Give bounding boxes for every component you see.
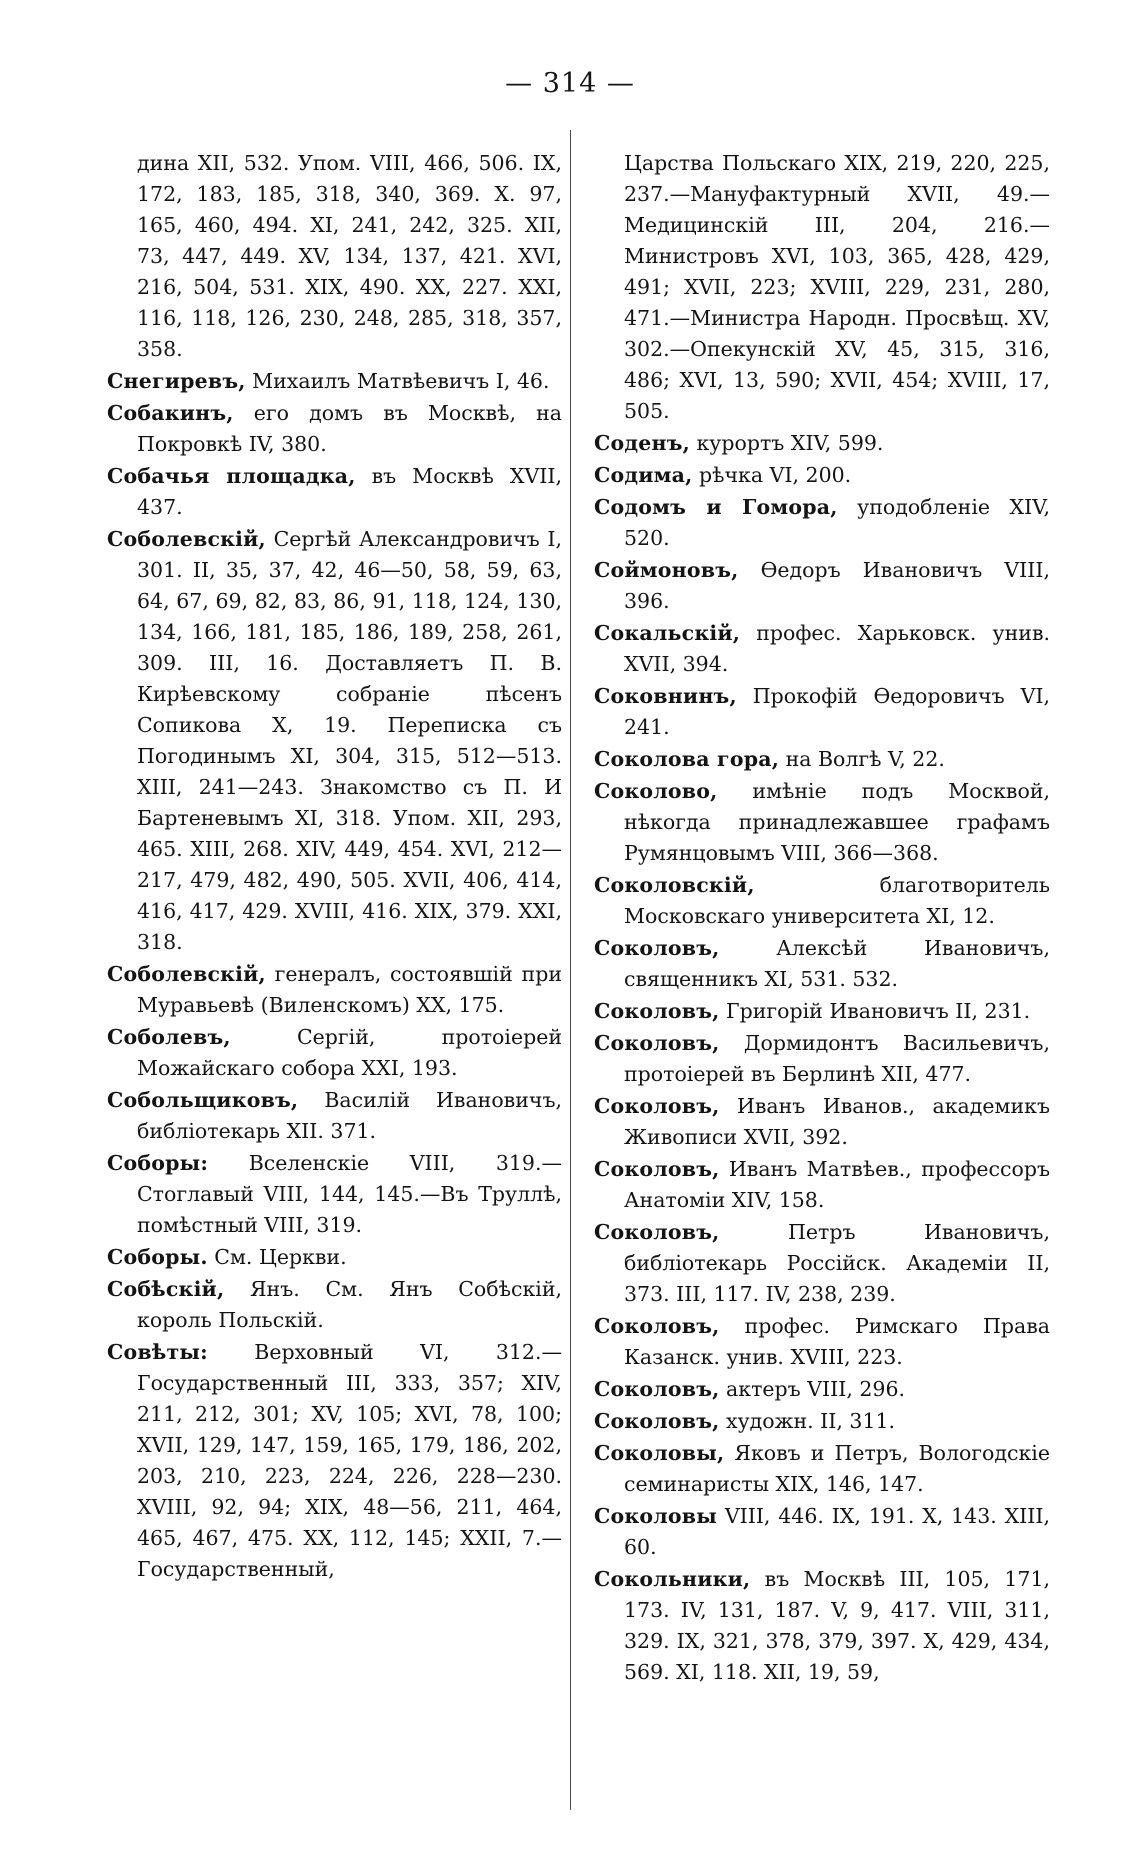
index-entry <box>107 524 562 958</box>
entry-text: Григорій Ивановичъ II, 231. <box>719 999 1031 1023</box>
entry-heading: Соколовъ, <box>594 1220 720 1244</box>
entry-text: на Волгѣ V, 22. <box>779 747 945 771</box>
index-entry <box>594 618 1050 680</box>
index-entry <box>107 1148 562 1241</box>
entry-text: Василій Ивановичъ, библіотекарь XII. 371. <box>137 1088 562 1143</box>
index-entry <box>594 1438 1050 1500</box>
index-entry <box>594 744 1050 775</box>
entry-text: Иванъ Иванов., академикъ Живописи XVII, 392. <box>624 1094 1050 1149</box>
entry-heading: Соборы: <box>107 1151 209 1175</box>
index-entry <box>594 1154 1050 1216</box>
entry-heading: Собачья площадка, <box>107 464 356 488</box>
entry-heading: Соборы. <box>107 1245 208 1269</box>
index-entry <box>594 1311 1050 1373</box>
entry-heading: Сокальскій, <box>594 621 741 645</box>
index-entry <box>107 461 562 523</box>
entry-text: Яковъ и Петръ, Вологодскіе семинаристы XIX, 146, 147. <box>624 1441 1050 1496</box>
entry-text: Царства Польскаго XIX, 219, 220, 225, 237.—Мануфактурный XVII, 49.—Медицинскій III, 204, 216.—Министровъ XVI, 103, 365, 428, 429, 491; XVII, 223; XVIII, 229, 231, 280, 471.—Министра Народн. Просвѣщ. XV, 302.—Опекунскій XV, 45, 315, 316, 486; XVI, 13, 590; XVII, 454; XVIII, 17, 505. <box>624 151 1050 423</box>
entry-heading: Соколово, <box>594 779 718 803</box>
entry-text: Прокофій Ѳедоровичъ VI, 241. <box>624 684 1050 739</box>
entry-text: Сергѣй Александровичъ I, 301. II, 35, 37, 42, 46—50, 58, 59, 63, 64, 67, 69, 82, 83, 86, 91, 118, 124, 130, 134, 166, 181, 185, 186, 189, 258, 261, 309. III, 16. Доставляетъ П. В. Кирѣевскому собраніе пѣсенъ Сопикова X, 19. Переписка съ Погодинымъ XI, 304, 315, 512—513. XIII, 241—243. Знакомство съ П. И Бартеневымъ XI, 318. Упом. XII, 293, 465. XIII, 268. XIV, 449, 454. XVI, 212—217, 479, 482, 490, 505. XVII, 406, 414, 416, 417, 429. XVIII, 416. XIX, 379. XXI, 318. <box>137 527 562 954</box>
entry-text: уподобленіе XIV, 520. <box>624 495 1050 550</box>
entry-text: профес. Харьковск. унив. XVII, 394. <box>624 621 1050 676</box>
entry-text: Михаилъ Матвѣевичъ I, 46. <box>245 369 550 393</box>
entry-heading: Содима, <box>594 463 693 487</box>
index-entry <box>594 1217 1050 1310</box>
index-entry <box>594 460 1050 491</box>
entry-text: профес. Римскаго Права Казанск. унив. XVIII, 223. <box>624 1314 1050 1369</box>
entry-heading: Соколовъ, <box>594 936 720 960</box>
index-entry <box>594 492 1050 554</box>
index-entry <box>594 1374 1050 1405</box>
index-entry <box>594 996 1050 1027</box>
entry-heading: Соковнинъ, <box>594 684 737 708</box>
entry-text: генералъ, состоявшій при Муравьевѣ (Виленскомъ) XX, 175. <box>137 962 562 1017</box>
index-entry <box>594 776 1050 869</box>
entry-text: въ Москвѣ III, 105, 171, 173. IV, 131, 187. V, 9, 417. VIII, 311, 329. IX, 321, 378, 379, 397. X, 429, 434, 569. XI, 118. XII, 19, 59, <box>624 1567 1050 1684</box>
entry-heading: Содомъ и Гомора, <box>594 495 838 519</box>
entry-text: благотворитель Московскаго университета XI, 12. <box>624 873 1050 928</box>
entry-text: дина XII, 532. Упом. VIII, 466, 506. IX, 172, 183, 185, 318, 340, 369. X. 97, 165, 460, 494. XI, 241, 242, 325. XII, 73, 447, 449. XV, 134, 137, 421. XVI, 216, 504, 531. XIX, 490. XX, 227. XXI, 116, 118, 126, 230, 248, 285, 318, 357, 358. <box>137 151 562 361</box>
index-entry <box>594 870 1050 932</box>
index-entry <box>107 1022 562 1084</box>
entry-text: Дормидонтъ Васильевичъ, протоіерей въ Берлинѣ XII, 477. <box>624 1031 1050 1086</box>
entry-heading: Соболевъ, <box>107 1025 231 1049</box>
entry-heading: Соденъ, <box>594 431 690 455</box>
index-entry <box>107 366 562 397</box>
entry-text: Сергій, протоіерей Можайскаго собора XXI, 193. <box>137 1025 562 1080</box>
entry-text: Алексѣй Ивановичъ, священникъ XI, 531. 532. <box>624 936 1050 991</box>
entry-heading: Снегиревъ, <box>107 369 246 393</box>
index-entry <box>594 1028 1050 1090</box>
index-entry <box>107 1274 562 1336</box>
index-entry <box>594 555 1050 617</box>
index-entry <box>107 1337 562 1585</box>
entry-heading: Соколовъ, <box>594 1157 720 1181</box>
index-column-right <box>594 148 1050 1689</box>
entry-heading: Собѣскій, <box>107 1277 225 1301</box>
entry-text: Петръ Ивановичъ, библіотекарь Россійск. Академіи II, 373. III, 117. IV, 238, 239. <box>624 1220 1050 1306</box>
entry-text: Вселенскіе VIII, 319.—Стоглавый VIII, 144, 145.—Въ Труллѣ, помѣстный VIII, 319. <box>137 1151 562 1237</box>
index-entry <box>594 1564 1050 1688</box>
entry-heading: Соколова гора, <box>594 747 780 771</box>
index-entry <box>594 428 1050 459</box>
entry-heading: Собакинъ, <box>107 401 234 425</box>
entry-text: Янъ. См. Янъ Собѣскій, король Польскій. <box>137 1277 562 1332</box>
page-number: — 314 — <box>505 68 635 99</box>
index-entry <box>594 933 1050 995</box>
column-divider <box>570 130 571 1810</box>
entry-text: его домъ въ Москвѣ, на Покровкѣ IV, 380. <box>137 401 562 456</box>
entry-text: Иванъ Матвѣев., профессоръ Анатоміи XIV, 158. <box>624 1157 1050 1212</box>
index-entry <box>107 1085 562 1147</box>
entry-text: актеръ VIII, 296. <box>719 1377 905 1401</box>
index-entry <box>594 1501 1050 1563</box>
entry-heading: Соколовскій, <box>594 873 755 897</box>
entry-text: См. Церкви. <box>207 1245 347 1269</box>
index-entry <box>107 1242 562 1273</box>
entry-text: въ Москвѣ XVII, 437. <box>137 464 562 519</box>
entry-heading: Соколовъ, <box>594 1094 720 1118</box>
entry-heading: Соколовъ, <box>594 1031 720 1055</box>
entry-heading: Соколовы <box>594 1504 717 1528</box>
entry-heading: Соболевскій, <box>107 527 266 551</box>
entry-heading: Сокольники, <box>594 1567 751 1591</box>
index-entry <box>594 148 1050 427</box>
entry-heading: Совѣты: <box>107 1340 208 1364</box>
entry-heading: Соколовъ, <box>594 1409 720 1433</box>
entry-heading: Собольщиковъ, <box>107 1088 299 1112</box>
index-entry <box>594 1091 1050 1153</box>
entry-text: Верховный VI, 312.—Государственный III, 333, 357; XIV, 211, 212, 301; XV, 105; XVI, 78, 100; XVII, 129, 147, 159, 165, 179, 186, 202, 203, 210, 223, 224, 226, 228—230. XVIII, 92, 94; XIX, 48—56, 211, 464, 465, 467, 475. XX, 112, 145; XXII, 7.—Государственный, <box>137 1340 562 1581</box>
entry-heading: Соймоновъ, <box>594 558 739 582</box>
entry-text: рѣчка VI, 200. <box>692 463 852 487</box>
entry-heading: Соболевскій, <box>107 962 266 986</box>
entry-text: курортъ XIV, 599. <box>689 431 884 455</box>
entry-text: VIII, 446. IX, 191. X, 143. XIII, 60. <box>624 1504 1050 1559</box>
entry-text: имѣніе подъ Москвой, нѣкогда принадлежавшее графамъ Румянцовымъ VIII, 366—368. <box>624 779 1050 865</box>
index-entry <box>107 398 562 460</box>
index-entry <box>107 959 562 1021</box>
entry-heading: Соколовъ, <box>594 1314 720 1338</box>
entry-text: художн. II, 311. <box>719 1409 896 1433</box>
index-entry <box>107 148 562 365</box>
index-entry <box>594 1406 1050 1437</box>
index-column-left <box>107 148 562 1586</box>
entry-text: Ѳедоръ Ивановичъ VIII, 396. <box>624 558 1050 613</box>
entry-heading: Соколовы, <box>594 1441 725 1465</box>
index-entry <box>594 681 1050 743</box>
entry-heading: Соколовъ, <box>594 999 720 1023</box>
entry-heading: Соколовъ, <box>594 1377 720 1401</box>
